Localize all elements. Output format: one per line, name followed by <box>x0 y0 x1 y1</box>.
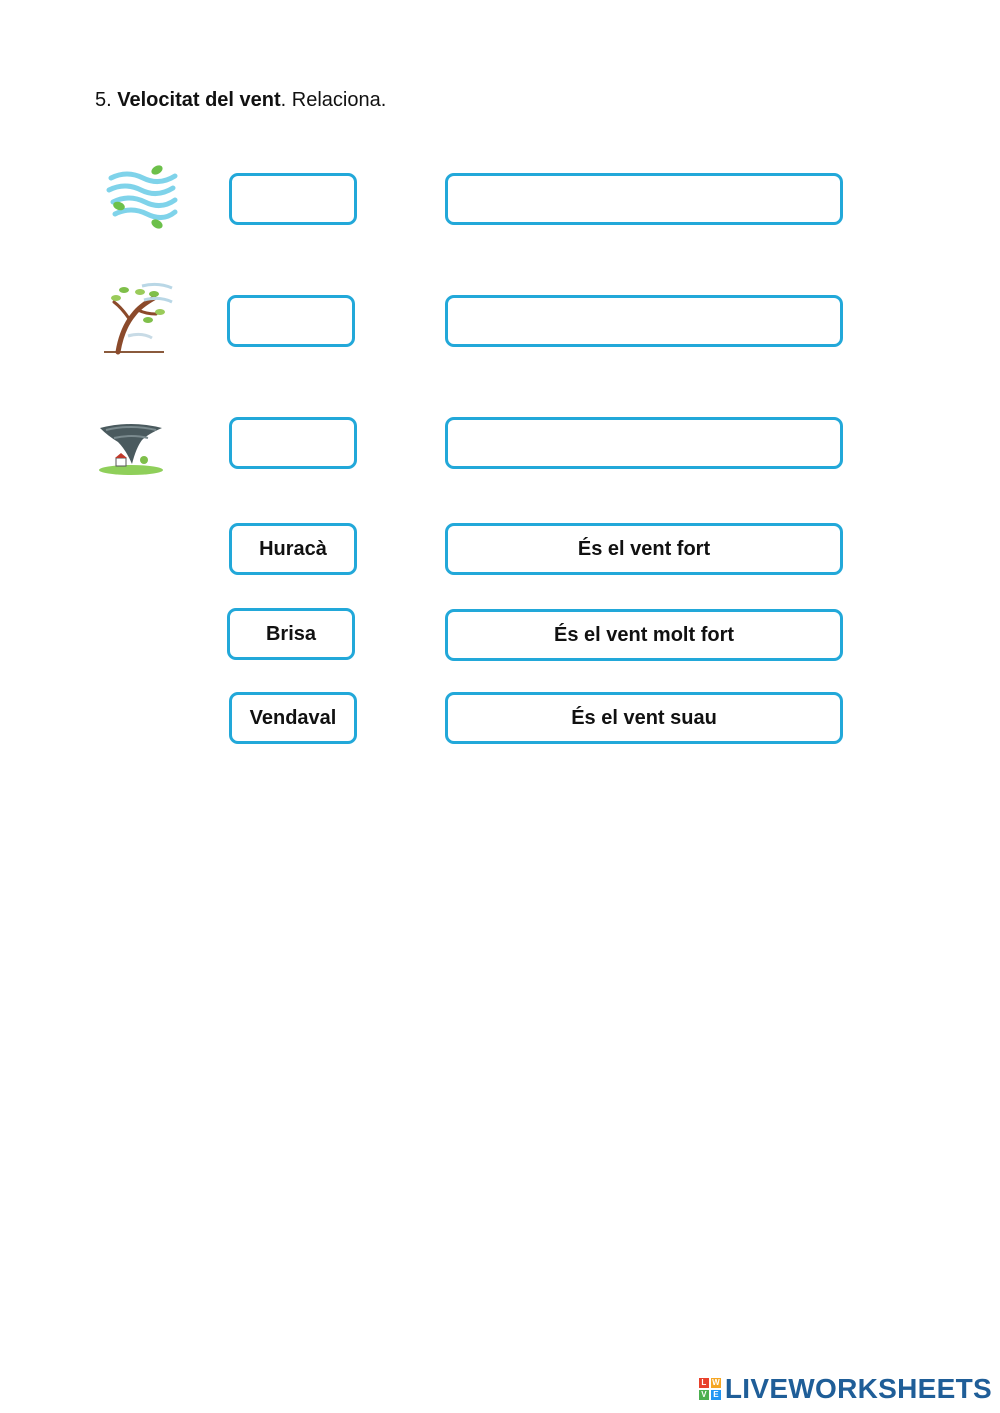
option-description-1[interactable]: És el vent fort <box>445 523 843 575</box>
liveworksheets-logo <box>699 1373 992 1405</box>
exercise-instruction: . Relaciona. <box>280 89 387 111</box>
answer-description-box-2[interactable] <box>445 295 843 347</box>
windy-tree-icon <box>94 278 174 356</box>
tornado-icon <box>96 420 166 476</box>
option-description-2[interactable]: És el vent molt fort <box>445 609 843 661</box>
option-name-huraca[interactable]: Huracà <box>229 523 357 575</box>
exercise-title-bold: Velocitat del vent <box>117 89 281 111</box>
answer-description-box-1[interactable] <box>445 173 843 225</box>
exercise-number: 5. <box>95 89 112 111</box>
logo-mark-icon <box>699 1378 721 1400</box>
logo-mark-letter: L <box>699 1378 709 1388</box>
option-name-brisa[interactable]: Brisa <box>227 608 355 660</box>
option-name-vendaval[interactable]: Vendaval <box>229 692 357 744</box>
exercise-title <box>95 86 386 114</box>
breeze-icon <box>105 162 179 232</box>
option-description-3[interactable]: És el vent suau <box>445 692 843 744</box>
logo-text: LIVEWORKSHEETS <box>724 1373 992 1404</box>
answer-name-box-2[interactable] <box>227 295 355 347</box>
answer-description-box-3[interactable] <box>445 417 843 469</box>
logo-mark-letter: W <box>712 1378 720 1387</box>
answer-name-box-3[interactable] <box>229 417 357 469</box>
logo-mark-letter: V <box>699 1390 709 1400</box>
answer-name-box-1[interactable] <box>229 173 357 225</box>
logo-mark-letter: E <box>711 1390 721 1400</box>
